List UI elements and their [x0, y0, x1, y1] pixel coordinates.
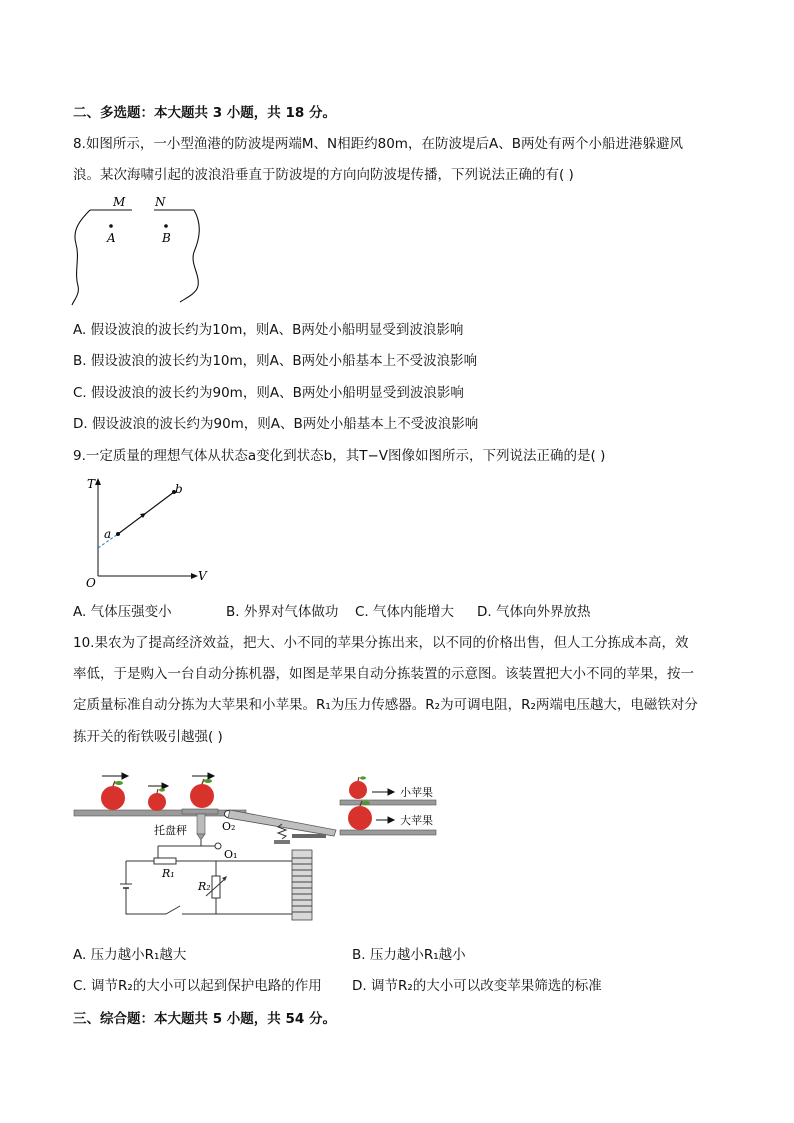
q9-option-d: D. 气体向外界放热	[477, 604, 591, 620]
section-heading: 二、多选题：本大题共 3 小题，共 18 分。	[73, 105, 336, 121]
label-M: M	[113, 195, 126, 209]
q9-stem: 9.一定质量的理想气体从状态a变化到状态b，其T−V图像如图所示，下列说法正确的是( )	[73, 448, 606, 464]
tray-scale-label: 托盘秤	[154, 824, 187, 837]
q8-stem-line2: 浪。某次海啸引起的波浪沿垂直于防波堤的方向向防波堤传播，下列说法正确的有( )	[73, 167, 574, 183]
q10-stem-line1: 10.果农为了提高经济效益，把大、小不同的苹果分拣出来，以不同的价格出售，但人工分拣成本高，效	[73, 635, 689, 651]
axis-V-label: V	[198, 569, 207, 583]
point-a-label: a	[104, 527, 112, 541]
small-apple-label: 小苹果	[400, 786, 433, 799]
q9-option-c: C. 气体内能增大	[355, 604, 455, 620]
section-heading-3: 三、综合题：本大题共 5 小题，共 54 分。	[73, 1011, 336, 1027]
pivot-O2-label: O₂	[222, 820, 236, 833]
q8-option-d: D. 假设波浪的波长约为90m，则A、B两处小船基本上不受波浪影响	[73, 416, 479, 432]
q10-stem-line4: 拣开关的衔铁吸引越强( )	[73, 729, 223, 745]
axis-T-label: T	[87, 477, 96, 491]
q10-stem-line3: 定质量标准自动分拣为大苹果和小苹果。R₁为压力传感器。R₂为可调电阻，R₂两端电压越大，电磁铁对分	[73, 697, 698, 713]
label-N: N	[155, 195, 166, 209]
q10-option-a: A. 压力越小R₁越大	[73, 947, 187, 963]
R1-label: R₁	[162, 867, 175, 880]
q10-option-c: C. 调节R₂的大小可以起到保护电路的作用	[73, 978, 322, 994]
q8-option-b: B. 假设波浪的波长约为10m，则A、B两处小船基本上不受波浪影响	[73, 353, 478, 369]
q10-stem-line2: 率低，于是购入一台自动分拣机器，如图是苹果自动分拣装置的示意图。该装置把大小不同的苹果，按一	[73, 666, 694, 682]
point-b-label: b	[175, 482, 183, 496]
label-A: A	[107, 231, 116, 245]
q10-sorter-diagram	[70, 766, 450, 926]
q9-option-b: B. 外界对气体做功	[226, 604, 339, 620]
q9-option-a: A. 气体压强变小	[73, 604, 172, 620]
large-apple-label: 大苹果	[400, 814, 433, 827]
q8-stem-line1: 8.如图所示，一小型渔港的防波堤两端M、N相距约80m，在防波堤后A、B两处有两个小船进港躲避风	[73, 136, 683, 152]
q10-option-b: B. 压力越小R₁越小	[352, 947, 466, 963]
label-B: B	[162, 231, 171, 245]
q8-breakwater-figure	[70, 192, 210, 310]
q8-option-c: C. 假设波浪的波长约为90m，则A、B两处小船明显受到波浪影响	[73, 385, 464, 401]
q8-option-a: A. 假设波浪的波长约为10m，则A、B两处小船明显受到波浪影响	[73, 322, 464, 338]
origin-label: O	[86, 576, 96, 590]
pivot-O1-label: O₁	[224, 848, 238, 861]
q9-tv-graph	[82, 476, 212, 588]
R2-label: R₂	[198, 880, 211, 893]
q10-option-d: D. 调节R₂的大小可以改变苹果筛选的标准	[352, 978, 602, 994]
